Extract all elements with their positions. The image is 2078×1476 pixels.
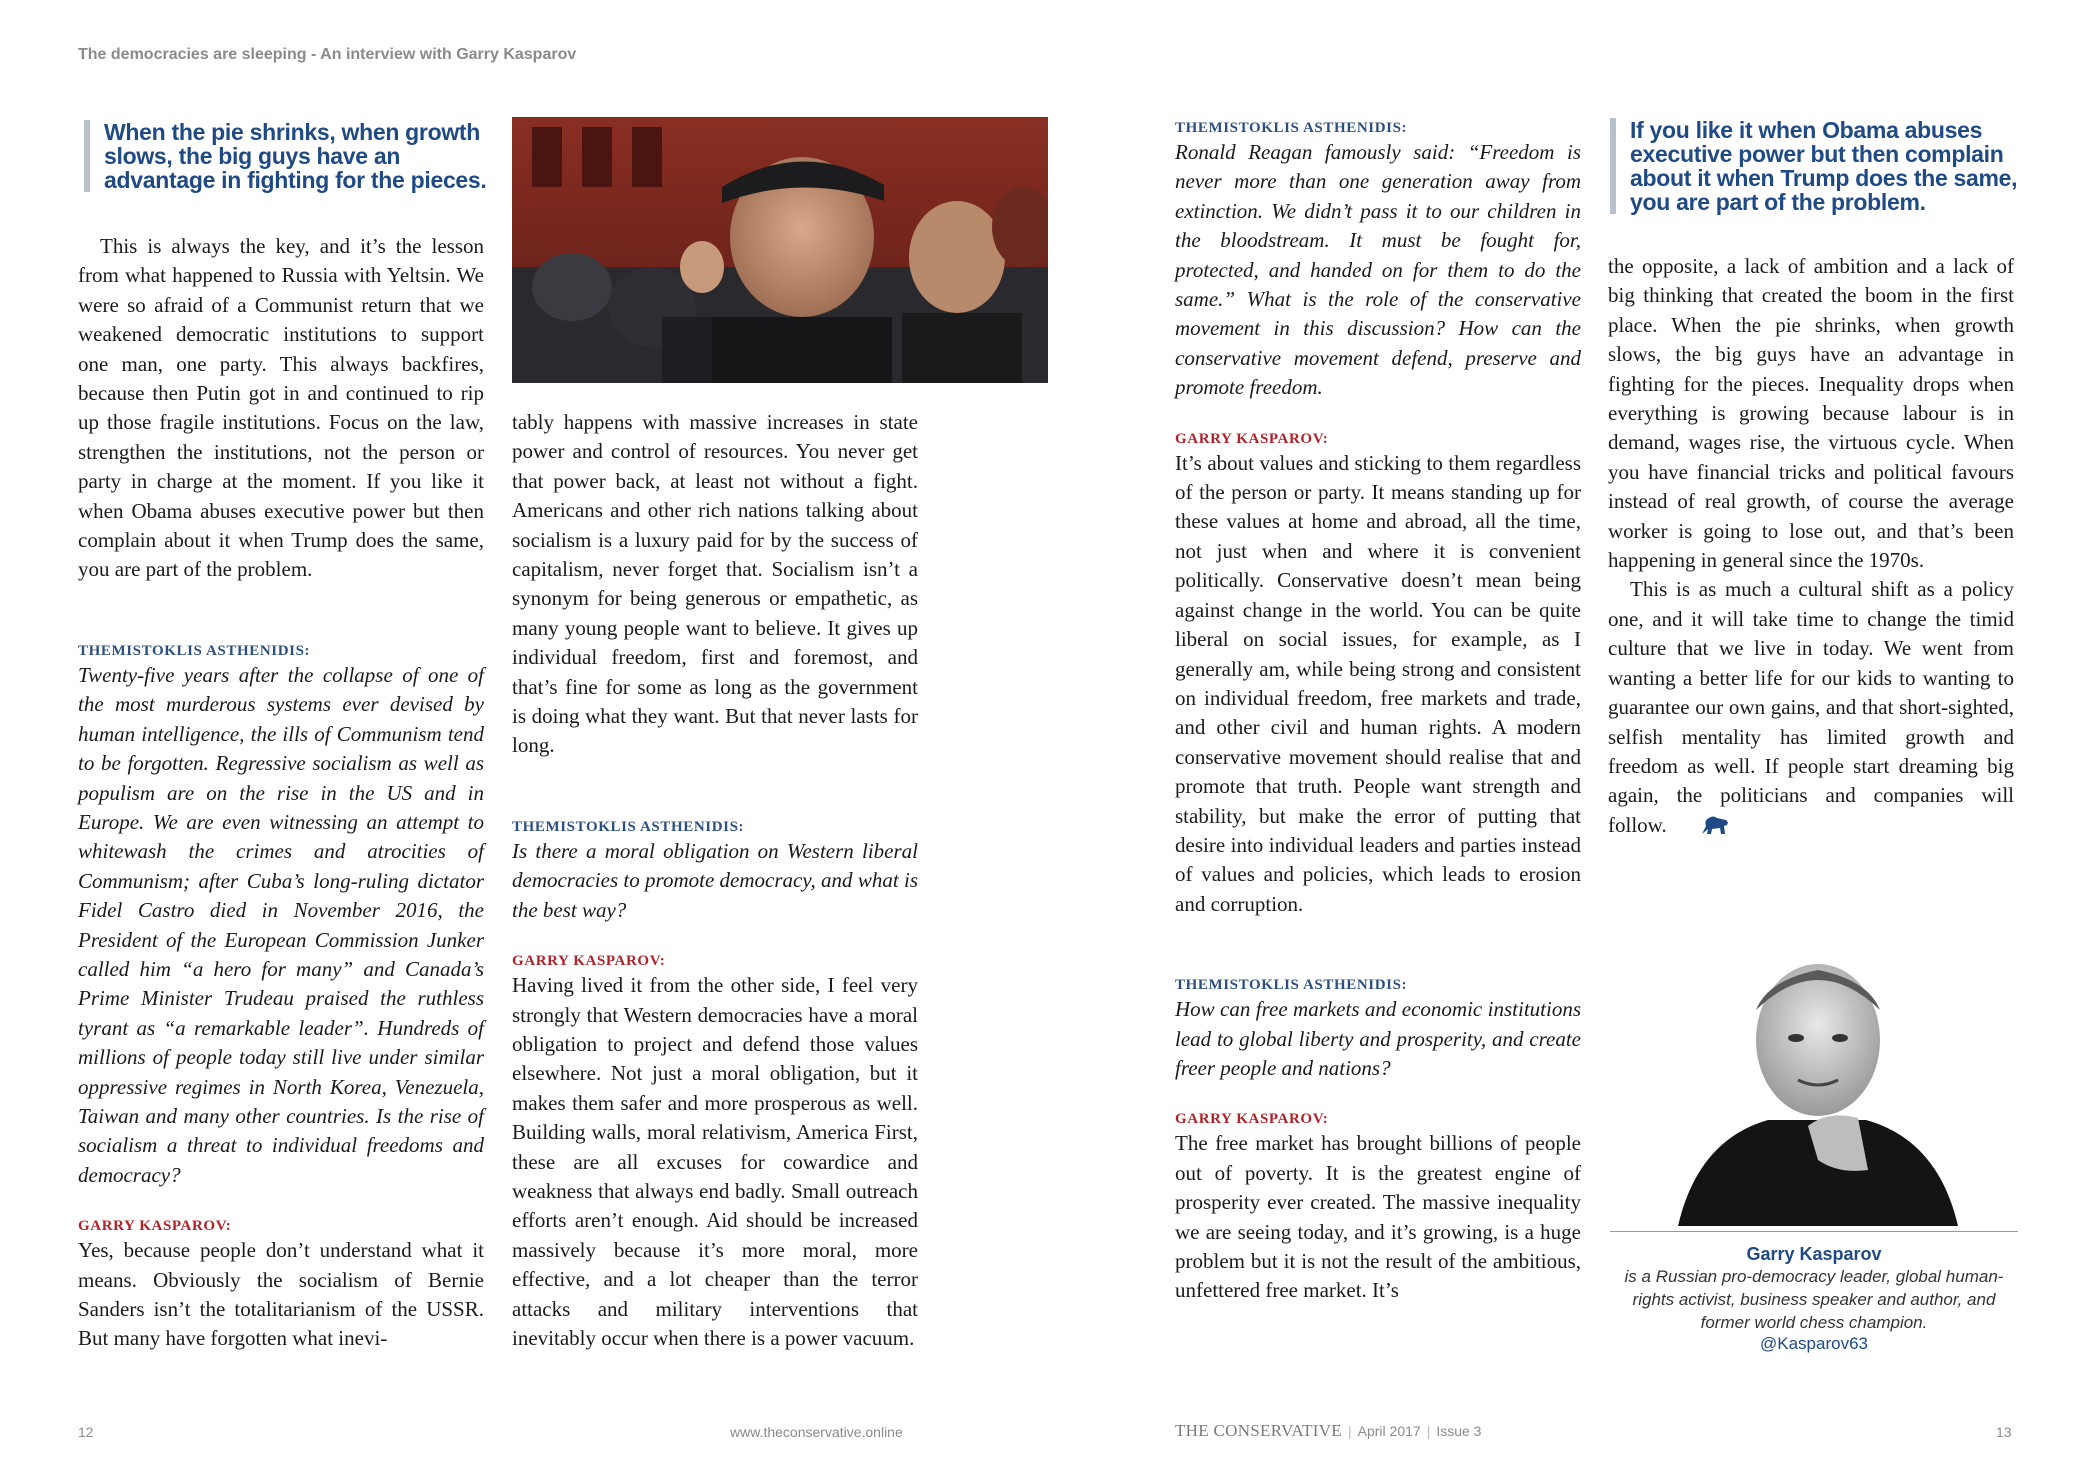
col4-paragraph-1: the opposite, a lack of ambition and a lack of big thinking that created the boom in the first place. When the pie shrinks, when growth slows, the big guys have an advantage in fighting for the pieces. Inequality drops when everything is growing because labour is in demand, wages rise, the virtuous cycle. When you have financial tricks and political favours instead of real growth, of course the average worker is going to lose out, and that’s been happening in general since the 1970s. <box>1608 254 2014 573</box>
column-3 <box>1175 118 1581 1306</box>
column-2 <box>512 408 918 1353</box>
answer-4: The free market has brought billions of people out of poverty. It is the greatest engine of prosperity ever created. The massive inequality we are seeing today, and it’s growing, is a huge problem but it is not the result of the ambitious, unfettered free market. It’s <box>1175 1131 1581 1303</box>
running-head: The democracies are sleeping - An interview with Garry Kasparov <box>78 46 577 63</box>
site-url[interactable]: www.theconservative.online <box>730 1424 903 1440</box>
speaker-label-asthenidis: THEMISTOKLIS ASTHENIDIS: <box>512 818 745 835</box>
magazine-brand: THE CONSERVATIVE <box>1175 1421 1342 1440</box>
answer-1: Yes, because people don’t understand what it means. Obviously the socialism of Bernie Sanders isn’t the totalitarianism of the USSR. But many have forgotten what inevi- <box>78 1238 484 1351</box>
caption-name: Garry Kasparov <box>1746 1244 1882 1264</box>
lion-icon-svg <box>1700 814 1730 836</box>
pull-quote-left: When the pie shrinks, when growth slows, the big guys have an advantage in fighting for the pieces. <box>84 120 504 192</box>
speaker-label-asthenidis: THEMISTOKLIS ASTHENIDIS: <box>1175 977 1408 994</box>
lion-icon <box>1678 814 1730 844</box>
caption-divider <box>1610 1231 2018 1232</box>
page-number-left: 12 <box>78 1424 94 1440</box>
column-1 <box>78 232 484 1354</box>
question-3: Ronald Reagan famously said: “Freedom is never more than one generation away from extinction. We didn’t pass it to our children in the bloodstream. It must be fought for, protected, and handed on for them to do the same.” What is the role of the conservative movement in this discussion? How can the conservative movement defend, preserve and promote freedom. <box>1175 140 1581 400</box>
speaker-label-asthenidis: THEMISTOKLIS ASTHENIDIS: <box>78 642 311 659</box>
footer-separator: | <box>1348 1423 1352 1439</box>
twitter-handle[interactable]: @Kasparov63 <box>1760 1334 1868 1353</box>
crowd-photo-image <box>512 117 1048 383</box>
question-1: Twenty-five years after the collapse of one of the most murderous systems ever devised by human intelligence, the ills of Communism tend to be forgotten. Regressive socialism as well as populism are on the rise in the US and in Europe. We are even witnessing an attempt to whitewash the crimes and atrocities of Communism; after Cuba’s long-ruling dictator Fidel Castro died in November 2016, the President of the European Commission Junker called him “a hero for many” and Canada’s Prime Minister Trudeau praised the ruthless tyrant as “a remarkable leader”. Hundreds of millions of people today still live under similar oppressive regimes in North Korea, Venezuela, Taiwan and many other countries. Is the rise of socialism a threat to individual freedoms and democracy? <box>78 662 484 1187</box>
answer-3: It’s about values and sticking to them regardless of the person or party. It means standing up for these values at home and abroad, all the time, not just when and where it is convenient politically. Conservative doesn’t mean being against change in the world. You can be quite liberal on social issues, for example, as I generally am, while being strong and consistent on individual freedom, free markets and trade, and other civil and human rights. A modern conservative movement should realise that and promote that truth. People want strength and stability, but make the error of putting that desire into individual leaders and parties instead of values and policies, which leads to erosion and corruption. <box>1175 450 1581 916</box>
portrait-photo <box>1658 930 1976 1226</box>
issue-number: Issue 3 <box>1436 1423 1482 1439</box>
speaker-label-kasparov: GARRY KASPAROV: <box>1175 430 1329 447</box>
caption-description: is a Russian pro-democracy leader, global human-rights activist, business speaker and author, and former world chess champion. <box>1624 1267 2004 1332</box>
col4-paragraph-2-text: This is as much a cultural shift as a policy one, and it will take time to change the timid culture that we live in today. We went from wanting a better life for our kids to wanting to guarantee our own gains, and that short-sighted, selfish mentality has limited growth and freedom as well. If people start dreaming big again, the politicians and companies will follow. <box>1608 577 2014 837</box>
crowd-photo <box>512 117 1048 383</box>
speaker-label-kasparov: GARRY KASPAROV: <box>1175 1111 1329 1128</box>
col1-paragraph: This is always the key, and it’s the lesson from what happened to Russia with Yeltsin. We were so afraid of a Communist return that we weakened democratic institutions to support one man, one party. This always backfires, because then Putin got in and continued to rip up those fragile institutions. Focus on the law, strengthen the institutions, not the person or party in charge at the moment. If you like it when Obama abuses executive power but then complain about it when Trump does the same, you are part of the problem. <box>78 234 484 582</box>
speaker-label-kasparov: GARRY KASPAROV: <box>512 953 666 970</box>
column-4 <box>1608 252 2014 844</box>
col2-paragraph: tably happens with massive increases in state power and control of resources. You never get that power back, at least not without a fight. Americans and other rich nations talking about socialism is a luxury paid for by the success of capitalism, never forget that. Socialism isn’t a synonym for being generous or empathetic, as many young people want to believe. It gives up individual freedom, first and foremost, and that’s fine for some as long as the government is doing what they want. But that never lasts for long. <box>512 410 918 758</box>
pull-quote-right: If you like it when Obama abuses executive power but then complain about it when Trump does the same, you are part of the problem. <box>1610 118 2030 214</box>
portrait-caption <box>1610 1244 2018 1354</box>
magazine-footer <box>1175 1421 1481 1441</box>
question-2: Is there a moral obligation on Western liberal democracies to promote democracy, and what is the best way? <box>512 838 918 922</box>
question-4: How can free markets and economic institutions lead to global liberty and prosperity, and create freer people and nations? <box>1175 997 1581 1080</box>
answer-2: Having lived it from the other side, I feel very strongly that Western democracies have a moral obligation to project and defend those values elsewhere. Not just a moral obligation, but it makes them safer and more prosperous as well. Building walls, moral relativism, America First, these are all excuses for cowardice and weakness that always end badly. Small outreach efforts aren’t enough. Aid should be increased massively because it’s more moral, more effective, and a lot cheaper than the terror attacks and military interventions that inevitably occur when there is a power vacuum. <box>512 973 918 1350</box>
speaker-label-kasparov: GARRY KASPAROV: <box>78 1218 232 1235</box>
speaker-label-asthenidis: THEMISTOKLIS ASTHENIDIS: <box>1175 120 1408 136</box>
portrait-image <box>1658 930 1976 1226</box>
page-number-right: 13 <box>1996 1424 2012 1440</box>
col4-paragraph-2 <box>1608 575 2014 844</box>
footer-separator: | <box>1426 1423 1431 1439</box>
issue-date: April 2017 <box>1357 1423 1421 1439</box>
